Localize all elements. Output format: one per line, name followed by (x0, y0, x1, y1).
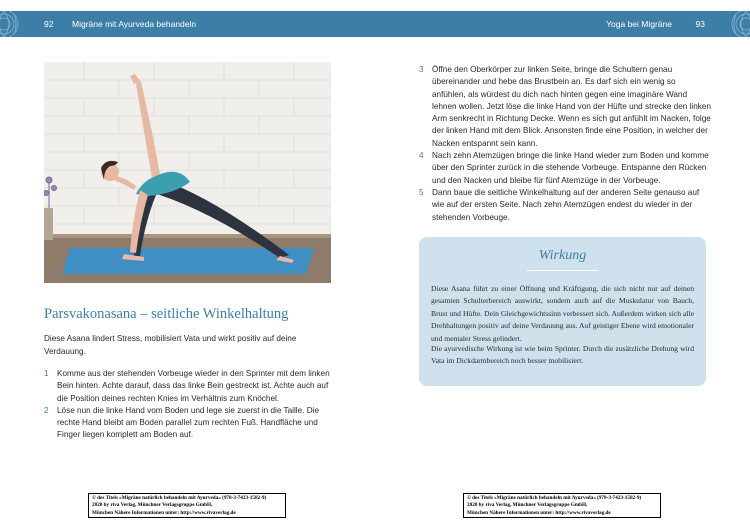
box-divider (527, 270, 598, 271)
mandala-ornament-icon (0, 11, 36, 37)
step-number: 2 (44, 405, 49, 415)
box-paragraph: Die ayurvedische Wirkung ist wie beim Sprinter. Durch die zusätzliche Drehung wird Vata im Dickdarmbereich noch besser mobilisiert. (431, 344, 694, 366)
step-number: 1 (44, 369, 49, 378)
step-text: Löse nun die linke Hand vom Boden und lege sie zuerst in die Taille. Die rechte Hand bleibt am Boden parallel zum rechten Fuß. Handfläche und Finger liegen komplett am Boden auf. (57, 405, 320, 440)
list-item (44, 368, 334, 405)
header-bar (0, 11, 750, 37)
list-item (419, 64, 711, 150)
list-item (419, 187, 711, 224)
copyright-line: © des Titels »Migräne natürlich behandeln mit Ayurveda« (978-3-7423-1582-9) (467, 495, 642, 501)
box-paragraph: Diese Asana führt zu einer Öffnung und Kräftigung, die sich nicht nur auf deinen gesamten Schulterbereich auswirkt, sondern auch auf die Muskulatur von Bauch, Brust und Hüfte. Dein Gleichgewichtssinn verbessert sich. Außerdem wirken sich alle Drehhaltungen positiv auf deine Verdauung aus. Auf geistiger Ebene wird emotionaler und mentaler Stress gelindert. (431, 284, 694, 343)
step-text: Nach zehn Atemzügen bringe die linke Hand wieder zum Boden und komme über den Sprinter zurück in die stehende Vorbeuge. Entspanne den Rücken und den Nacken und bleibe für fünf Atemzüge in der Vorbeuge. (432, 151, 709, 185)
section-title: Parsvakonasana – seitliche Winkelhaltung (44, 306, 289, 322)
step-number: 3 (419, 65, 424, 74)
step-number: 5 (419, 187, 424, 197)
steps-list-right (419, 64, 711, 224)
mandala-ornament-icon (714, 11, 750, 37)
copyright-notice (463, 493, 661, 518)
yoga-pose-photo (44, 62, 331, 283)
step-text: Komme aus der stehenden Vorbeuge wieder in den Sprinter mit dem linken Bein hinten. Achte darauf, dass das linke Bein gestreckt ist. Achte auch auf die Position deines rechten Knies im Verhältnis zum Knöchel. (57, 369, 330, 403)
copyright-line: 2020 by riva Verlag, Münchner Verlagsgruppe GmbH, (467, 502, 588, 509)
effect-info-box (419, 237, 706, 386)
page-number-right: 93 (695, 19, 705, 29)
step-number: 4 (419, 151, 424, 161)
running-title-left: Migräne mit Ayurveda behandeln (72, 19, 197, 29)
running-title-right: Yoga bei Migräne (606, 19, 672, 29)
copyright-line: 2020 by riva Verlag, Münchner Verlagsgruppe GmbH, (92, 502, 213, 509)
copyright-notice (88, 493, 286, 518)
copyright-line: München Nähere Informationen unter: http://www.rivaverlag.de (92, 509, 236, 516)
intro-paragraph: Diese Asana lindert Stress, mobilisiert Vata und wirkt positiv auf deine Verdauung. (44, 334, 297, 356)
copyright-line: München Nähere Informationen unter: http://www.rivaverlag.de (467, 509, 611, 516)
steps-list-left (44, 368, 334, 442)
box-title: Wirkung (538, 248, 587, 263)
step-text: Dann baue die seitliche Winkelhaltung auf der anderen Seite genauso auf wie auf der ersten Seite. Nach zehn Atemzügen endest du wieder in der stehenden Vorbeuge. (432, 187, 700, 222)
copyright-line: © des Titels »Migräne natürlich behandeln mit Ayurveda« (978-3-7423-1582-9) (92, 495, 267, 501)
list-item (419, 150, 711, 187)
list-item (44, 405, 334, 442)
page-number-left: 92 (44, 19, 54, 29)
step-text: Öffne den Oberkörper zur linken Seite, bringe die Schultern genau übereinander und hebe das Brustbein an. Es darf sich ein wenig so anfühlen, als würdest du dich nach hinten gegen eine imaginäre Wand lehnen wollen. Jetzt löse die linke Hand von der Hüfte und strecke den linken Arm senkrecht in Richtung Decke. Wenn es sich gut anfühlt im Nacken, folge der linken Hand mit dem Blick. Ansonsten finde eine Position, in welcher der Nacken entspannt sein kann. (432, 65, 711, 148)
